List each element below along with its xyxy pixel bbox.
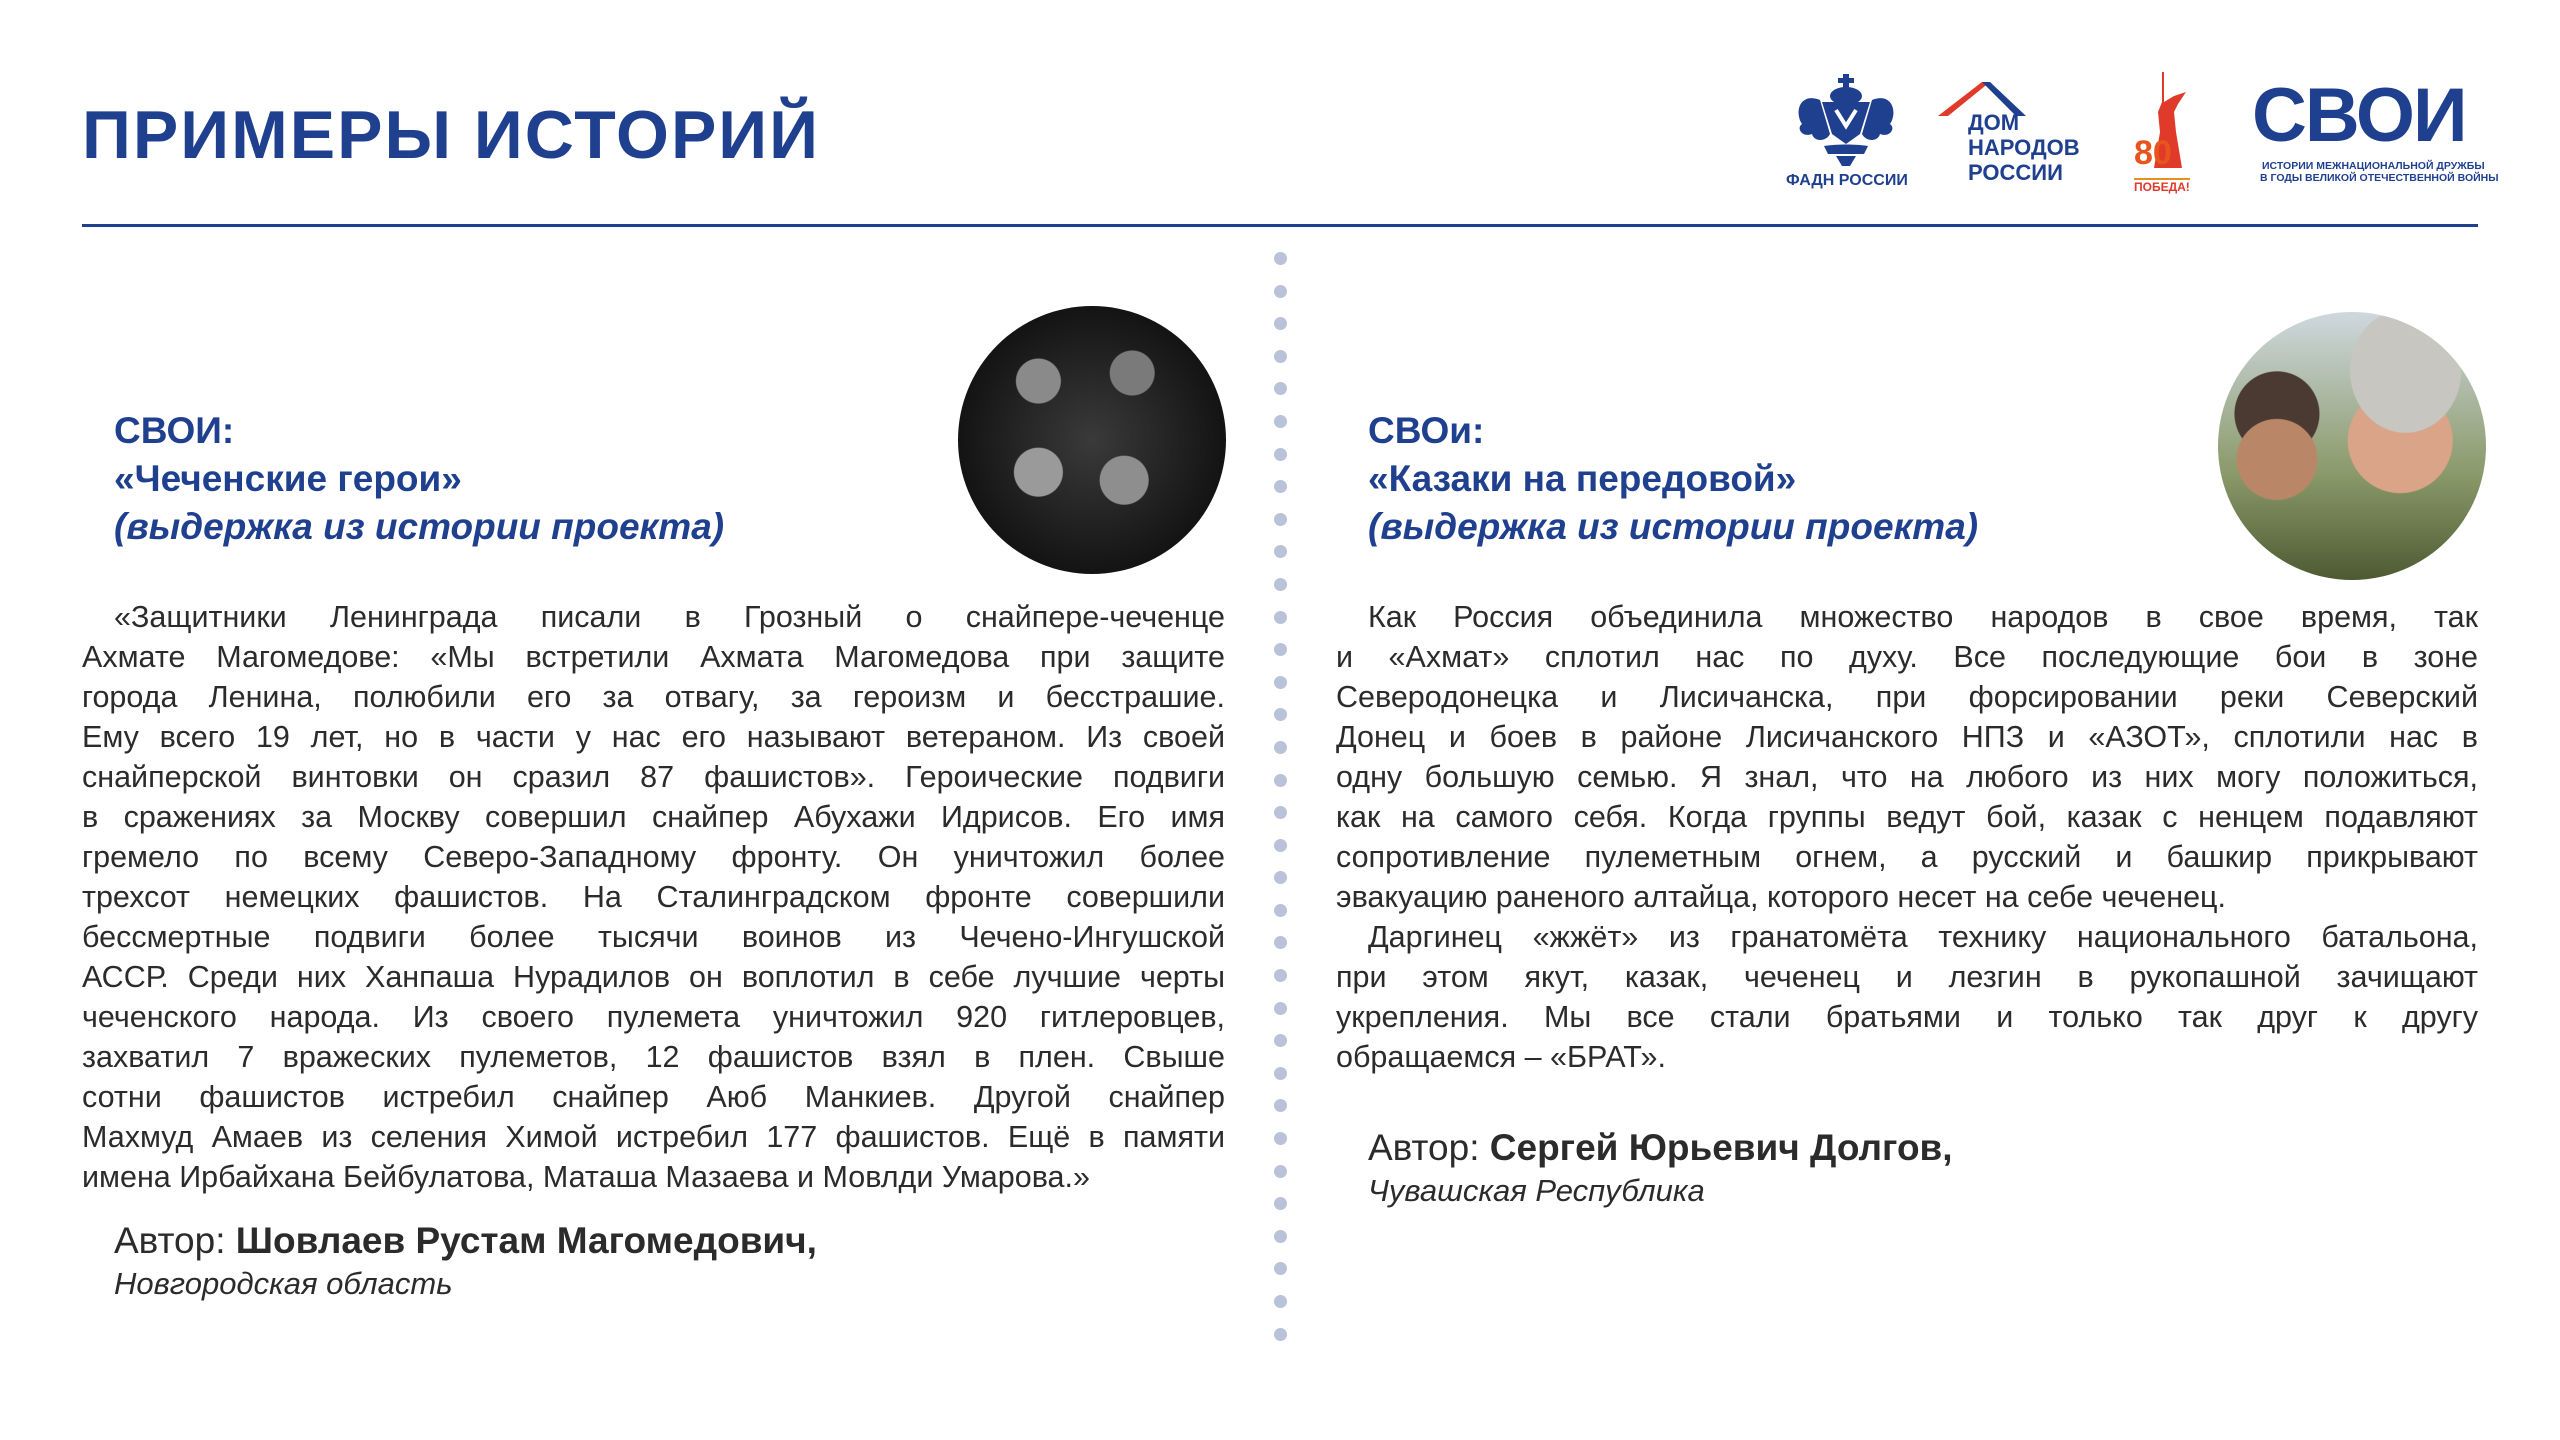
column-divider-dotted — [1274, 252, 1286, 1362]
pobeda-number: 80 — [2134, 134, 2172, 172]
cossacks-photo — [2218, 312, 2486, 580]
header-divider — [82, 224, 2478, 227]
divider-dot — [1274, 774, 1287, 787]
divider-dot — [1274, 1002, 1287, 1015]
svoi-subtitle: ИСТОРИИ МЕЖНАЦИОНАЛЬНОЙ ДРУЖБЫ — [2262, 160, 2485, 172]
divider-dot — [1274, 513, 1287, 526]
text-line: Махмуд Амаев из селения Химой истребил 177 фашистов. Ещё в памяти — [82, 1120, 1225, 1154]
text-line: Даргинец «жжёт» из гранатомёта технику национального батальона, — [1368, 920, 2478, 954]
author-name: Сергей Юрьевич Долгов, — [1489, 1127, 1953, 1168]
author-region: Новгородская область — [114, 1266, 453, 1301]
story-subtitle: (выдержка из истории проекта) — [114, 506, 725, 547]
svoi-logo — [2252, 73, 2499, 188]
divider-dot — [1274, 936, 1287, 949]
text-line: снайперской винтовки он сразил 87 фашистов». Героические подвиги — [82, 760, 1225, 794]
text-line: одну большую семью. Я знал, что на любого из них могу положиться, — [1336, 760, 2478, 794]
page-title: ПРИМЕРЫ ИСТОРИЙ — [82, 97, 821, 173]
story-title: «Казаки на передовой» — [1368, 458, 1797, 499]
text-line: в сражениях за Москву совершил снайпер Абухажи Идрисов. Его имя — [82, 800, 1225, 834]
text-line: эвакуацию раненого алтайца, которого несет на себе чеченец. — [1336, 880, 2226, 914]
divider-dot — [1274, 904, 1287, 917]
pobeda-80-logo — [2134, 72, 2198, 194]
text-line: Ему всего 19 лет, но в части у нас его называют ветераном. Из своей — [82, 720, 1225, 754]
divider-dot — [1274, 839, 1287, 852]
divider-dot — [1274, 1165, 1287, 1178]
story-project-label: СВОи: — [1368, 410, 1485, 451]
divider-dot — [1274, 1132, 1287, 1145]
text-line: сотни фашистов истребил снайпер Аюб Манкиев. Другой снайпер — [82, 1080, 1225, 1114]
text-line: и «Ахмат» сплотил нас по духу. Все последующие бои в зоне — [1336, 640, 2478, 674]
dom-narodov-line: ДОМ — [1968, 110, 2020, 135]
story-title: «Чеченские герои» — [114, 458, 462, 499]
text-line: обращаемся – «БРАТ». — [1336, 1040, 1666, 1074]
author-name: Шовлаев Рустам Магомедович, — [235, 1220, 817, 1261]
dom-narodov-logo — [1938, 80, 2098, 190]
divider-dot — [1274, 611, 1287, 624]
divider-dot — [1274, 415, 1287, 428]
svoi-subtitle: В ГОДЫ ВЕЛИКОЙ ОТЕЧЕСТВЕННОЙ ВОЙНЫ — [2260, 172, 2499, 184]
text-line: Ахмате Магомедове: «Мы встретили Ахмата Магомедова при защите — [82, 640, 1225, 674]
divider-dot — [1274, 806, 1287, 819]
author-label: Автор: — [1368, 1127, 1480, 1168]
divider-dot — [1274, 643, 1287, 656]
text-line: Донец и боев в районе Лисичанского НПЗ и «АЗОТ», сплотили нас в — [1336, 720, 2478, 754]
divider-dot — [1274, 448, 1287, 461]
divider-dot — [1274, 350, 1287, 363]
divider-dot — [1274, 578, 1287, 591]
text-line: АССР. Среди них Ханпаша Нурадилов он воплотил в себе лучшие черты — [82, 960, 1225, 994]
fadn-logo — [1780, 72, 1912, 192]
divider-dot — [1274, 1197, 1287, 1210]
text-line: как на самого себя. Когда группы ведут бой, казак с ненцем подавляют — [1336, 800, 2478, 834]
divider-dot — [1274, 1099, 1287, 1112]
divider-dot — [1274, 545, 1287, 558]
text-line: сопротивление пулеметным огнем, а русский и башкир прикрывают — [1336, 840, 2478, 874]
chechen-heroes-photo — [958, 306, 1226, 574]
author-region: Чувашская Республика — [1368, 1173, 1705, 1208]
right-story-heading — [1368, 407, 1978, 551]
divider-dot — [1274, 741, 1287, 754]
divider-dot — [1274, 317, 1287, 330]
text-line: Северодонецка и Лисичанска, при форсировании реки Северский — [1336, 680, 2478, 714]
text-line: «Защитники Ленинграда писали в Грозный о снайпере-чеченце — [114, 600, 1225, 634]
divider-dot — [1274, 1328, 1287, 1341]
text-line: Как Россия объединила множество народов в свое время, так — [1368, 600, 2478, 634]
text-line: гремело по всему Северо-Западному фронту. Он уничтожил более — [82, 840, 1225, 874]
divider-dot — [1274, 676, 1287, 689]
dom-narodov-line: РОССИИ — [1968, 160, 2063, 185]
fadn-logo-text: ФАДН РОССИИ — [1786, 172, 1908, 189]
divider-dot — [1274, 252, 1287, 265]
left-author — [114, 1220, 817, 1302]
divider-dot — [1274, 480, 1287, 493]
left-story-heading — [114, 407, 724, 551]
pobeda-text: ПОБЕДА! — [2134, 180, 2190, 194]
divider-dot — [1274, 1230, 1287, 1243]
text-line: при этом якут, казак, чеченец и лезгин в рукопашной зачищают — [1336, 960, 2478, 994]
divider-dot — [1274, 1262, 1287, 1275]
text-line: чеченского народа. Из своего пулемета уничтожил 920 гитлеровцев, — [82, 1000, 1225, 1034]
divider-dot — [1274, 871, 1287, 884]
svoi-logo-text: СВОИ — [2252, 73, 2466, 158]
story-subtitle: (выдержка из истории проекта) — [1368, 506, 1979, 547]
author-label: Автор: — [114, 1220, 226, 1261]
text-line: укрепления. Мы все стали братьями и только так друг к другу — [1336, 1000, 2478, 1034]
divider-dot — [1274, 708, 1287, 721]
divider-dot — [1274, 1034, 1287, 1047]
divider-dot — [1274, 382, 1287, 395]
text-line: бессмертные подвиги более тысячи воинов из Чечено-Ингушской — [82, 920, 1225, 954]
divider-dot — [1274, 285, 1287, 298]
text-line: трехсот немецких фашистов. На Сталинградском фронте совершили — [82, 880, 1225, 914]
divider-dot — [1274, 969, 1287, 982]
text-line: имена Ирбайхана Бейбулатова, Маташа Мазаева и Мовлди Умарова.» — [82, 1160, 1090, 1194]
right-author — [1368, 1127, 1953, 1209]
divider-dot — [1274, 1067, 1287, 1080]
right-story-text — [1336, 597, 2478, 1077]
dom-narodov-line: НАРОДОВ — [1968, 135, 2080, 160]
story-project-label: СВОИ: — [114, 410, 235, 451]
text-line: города Ленина, полюбили его за отвагу, за героизм и бесстрашие. — [82, 680, 1225, 714]
left-story-text — [82, 597, 1225, 1197]
divider-dot — [1274, 1295, 1287, 1308]
double-headed-eagle-icon — [1780, 72, 1912, 168]
text-line: захватил 7 вражеских пулеметов, 12 фашистов взял в плен. Свыше — [82, 1040, 1225, 1074]
